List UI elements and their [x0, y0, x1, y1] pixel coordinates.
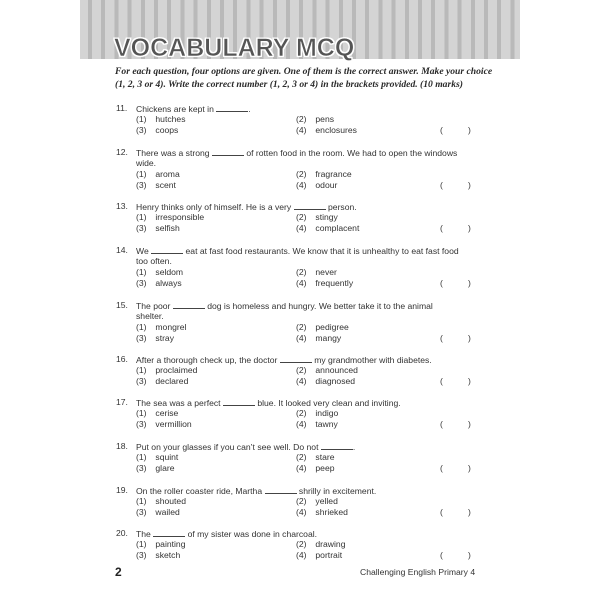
option-1: [136, 365, 197, 376]
option-text: complacent: [315, 223, 360, 233]
answer-blank: [280, 354, 312, 363]
option-text: pens: [315, 114, 335, 124]
question-text-before: Chickens are kept in: [136, 104, 214, 114]
option-label: (4): [296, 125, 307, 135]
option-2: [296, 408, 338, 419]
option-3: [136, 376, 188, 387]
option-label: (2): [296, 114, 307, 124]
option-4: [296, 180, 337, 191]
option-text: scent: [155, 180, 176, 190]
option-3: [136, 125, 178, 136]
option-2: [296, 322, 349, 333]
option-label: (1): [136, 452, 147, 462]
option-4: [296, 278, 353, 289]
option-text: never: [315, 267, 337, 277]
question-text: [136, 300, 476, 312]
option-text: declared: [155, 376, 189, 386]
option-label: (3): [136, 507, 147, 517]
bracket-open: (: [440, 180, 443, 190]
option-3: [136, 278, 182, 289]
option-2: [296, 452, 335, 463]
question-text: [136, 245, 476, 257]
option-4: [296, 376, 355, 387]
option-text: yelled: [315, 496, 338, 506]
bracket-close: ): [468, 278, 471, 288]
option-2: [296, 496, 338, 507]
question-number: 17.: [116, 397, 128, 407]
question-number: 16.: [116, 354, 128, 364]
answer-blank: [212, 147, 244, 156]
instructions: For each question, four options are given. One of them is the correct answer. Make your choice (1, 2, 3 or 4). Write the correct number (1, 2, 3 or 4) in the brackets provided. (10 marks): [115, 66, 493, 90]
question-number: 13.: [116, 201, 128, 211]
question-text-before: The sea was a perfect: [136, 398, 221, 408]
option-label: (3): [136, 333, 147, 343]
bracket-open: (: [440, 419, 443, 429]
question-text-before: On the roller coaster ride, Martha: [136, 486, 263, 496]
option-2: [296, 365, 358, 376]
option-text: announced: [315, 365, 358, 375]
option-label: (3): [136, 223, 147, 233]
bracket-close: ): [468, 550, 471, 560]
option-1: [136, 267, 183, 278]
question-number: 19.: [116, 485, 128, 495]
option-1: [136, 322, 186, 333]
option-3: [136, 463, 175, 474]
bracket-open: (: [440, 223, 443, 233]
option-label: (2): [296, 539, 307, 549]
option-4: [296, 333, 341, 344]
option-text: enclosures: [315, 125, 357, 135]
option-text: mongrel: [155, 322, 187, 332]
option-3: [136, 507, 180, 518]
question-text-before: Put on your glasses if you can’t see well. Do not: [136, 442, 319, 452]
question-text-after: of rotten food in the room. We had to open the windows: [246, 148, 458, 158]
option-3: [136, 180, 176, 191]
option-label: (2): [296, 212, 307, 222]
option-label: (4): [296, 180, 307, 190]
book-title: Challenging English Primary 4: [360, 567, 476, 577]
answer-blank: [294, 201, 326, 210]
option-4: [296, 419, 338, 430]
option-text: indigo: [315, 408, 339, 418]
option-label: (2): [296, 169, 307, 179]
option-text: aroma: [155, 169, 180, 179]
question-text-before: We: [136, 246, 149, 256]
question-text-after: of my sister was done in charcoal.: [187, 529, 318, 539]
question-number: 18.: [116, 441, 128, 451]
option-text: seldom: [155, 267, 184, 277]
bracket-close: ): [468, 376, 471, 386]
option-text: always: [155, 278, 182, 288]
option-text: stray: [155, 333, 175, 343]
question-number: 12.: [116, 147, 128, 157]
question-text-continuation: wide.: [136, 158, 157, 168]
option-label: (2): [296, 267, 307, 277]
question-number: 15.: [116, 300, 128, 310]
option-text: selfish: [155, 223, 180, 233]
option-text: pedigree: [315, 322, 349, 332]
question-text-after: dog is homeless and hungry. We better take it to the animal: [207, 301, 433, 311]
option-text: glare: [155, 463, 175, 473]
option-label: (4): [296, 507, 307, 517]
option-text: diagnosed: [315, 376, 356, 386]
bracket-close: ): [468, 223, 471, 233]
bracket-open: (: [440, 376, 443, 386]
bracket-close: ): [468, 125, 471, 135]
bracket-open: (: [440, 507, 443, 517]
option-text: frequently: [315, 278, 354, 288]
option-text: tawny: [315, 419, 338, 429]
option-2: [296, 267, 337, 278]
answer-blank: [321, 441, 356, 452]
option-text: squint: [155, 452, 179, 462]
question-text-after: shrilly in excitement.: [298, 486, 377, 496]
option-label: (1): [136, 114, 147, 124]
question-text-after: my grandmother with diabetes.: [314, 355, 432, 365]
question-text-before: Henry thinks only of himself. He is a very: [136, 202, 292, 212]
answer-blank: [216, 103, 251, 114]
option-label: (4): [296, 333, 307, 343]
option-text: shouted: [155, 496, 186, 506]
question-text-before: There was a strong: [136, 148, 210, 158]
option-label: (4): [296, 376, 307, 386]
answer-blank: [265, 485, 297, 494]
question-text-continuation: shelter.: [136, 311, 164, 321]
page-number: 2: [115, 565, 122, 579]
option-4: [296, 463, 335, 474]
option-label: (3): [136, 550, 147, 560]
option-label: (2): [296, 408, 307, 418]
question-text-after: .: [352, 442, 356, 452]
option-label: (3): [136, 278, 147, 288]
option-text: stare: [315, 452, 335, 462]
bracket-open: (: [440, 125, 443, 135]
option-1: [136, 114, 186, 125]
option-text: fragrance: [315, 169, 352, 179]
option-1: [136, 496, 186, 507]
option-1: [136, 169, 180, 180]
option-3: [136, 419, 192, 430]
option-text: proclaimed: [155, 365, 198, 375]
option-label: (1): [136, 408, 147, 418]
question-text-after: blue. It looked very clean and inviting.: [257, 398, 401, 408]
option-label: (1): [136, 267, 147, 277]
option-4: [296, 125, 357, 136]
option-label: (1): [136, 496, 147, 506]
option-text: vermillion: [155, 419, 192, 429]
question-text-after: person.: [328, 202, 357, 212]
option-text: portrait: [315, 550, 343, 560]
option-4: [296, 550, 342, 561]
option-2: [296, 114, 334, 125]
option-label: (2): [296, 496, 307, 506]
option-label: (1): [136, 212, 147, 222]
option-text: shrieked: [315, 507, 348, 517]
option-label: (3): [136, 419, 147, 429]
option-label: (4): [296, 223, 307, 233]
option-text: hutches: [155, 114, 186, 124]
option-1: [136, 212, 204, 223]
bracket-open: (: [440, 333, 443, 343]
option-label: (4): [296, 463, 307, 473]
bracket-open: (: [440, 463, 443, 473]
option-2: [296, 539, 346, 550]
option-text: drawing: [315, 539, 346, 549]
bracket-close: ): [468, 333, 471, 343]
question-text-before: The: [136, 529, 151, 539]
option-text: wailed: [155, 507, 180, 517]
option-3: [136, 333, 174, 344]
bracket-close: ): [468, 463, 471, 473]
question-text-continuation: too often.: [136, 256, 172, 266]
option-text: odour: [315, 180, 338, 190]
option-label: (3): [136, 180, 147, 190]
question-text-after: eat at fast food restaurants. We know that it is unhealthy to eat fast food: [185, 246, 459, 256]
question-number: 14.: [116, 245, 128, 255]
option-text: sketch: [155, 550, 181, 560]
option-text: coops: [155, 125, 179, 135]
option-1: [136, 539, 186, 550]
option-label: (3): [136, 463, 147, 473]
option-label: (2): [296, 452, 307, 462]
option-label: (2): [296, 365, 307, 375]
question-text-before: After a thorough check up, the doctor: [136, 355, 278, 365]
bracket-close: ): [468, 419, 471, 429]
option-label: (3): [136, 376, 147, 386]
option-label: (3): [136, 125, 147, 135]
option-label: (1): [136, 539, 147, 549]
question-number: 20.: [116, 528, 128, 538]
answer-blank: [153, 528, 185, 537]
page-title: VOCABULARY MCQ: [114, 34, 355, 62]
answer-blank: [151, 245, 183, 254]
option-text: painting: [155, 539, 186, 549]
question-number: 11.: [116, 103, 128, 113]
question-text: [136, 147, 476, 159]
bracket-open: (: [440, 550, 443, 560]
question-text-after: .: [248, 104, 251, 114]
bracket-open: (: [440, 278, 443, 288]
answer-blank: [173, 300, 205, 309]
option-label: (1): [136, 322, 147, 332]
option-text: mangy: [315, 333, 342, 343]
bracket-close: ): [468, 180, 471, 190]
option-1: [136, 408, 178, 419]
option-text: irresponsible: [155, 212, 205, 222]
option-label: (2): [296, 322, 307, 332]
option-4: [296, 507, 348, 518]
option-2: [296, 169, 352, 180]
option-3: [136, 223, 180, 234]
option-label: (4): [296, 419, 307, 429]
option-label: (4): [296, 278, 307, 288]
option-text: cerise: [155, 408, 179, 418]
option-text: stingy: [315, 212, 338, 222]
option-label: (1): [136, 365, 147, 375]
option-text: peep: [315, 463, 335, 473]
answer-blank: [223, 397, 255, 406]
option-4: [296, 223, 359, 234]
option-label: (4): [296, 550, 307, 560]
option-2: [296, 212, 338, 223]
option-3: [136, 550, 180, 561]
bracket-close: ): [468, 507, 471, 517]
option-1: [136, 452, 178, 463]
option-label: (1): [136, 169, 147, 179]
question-text-before: The poor: [136, 301, 171, 311]
